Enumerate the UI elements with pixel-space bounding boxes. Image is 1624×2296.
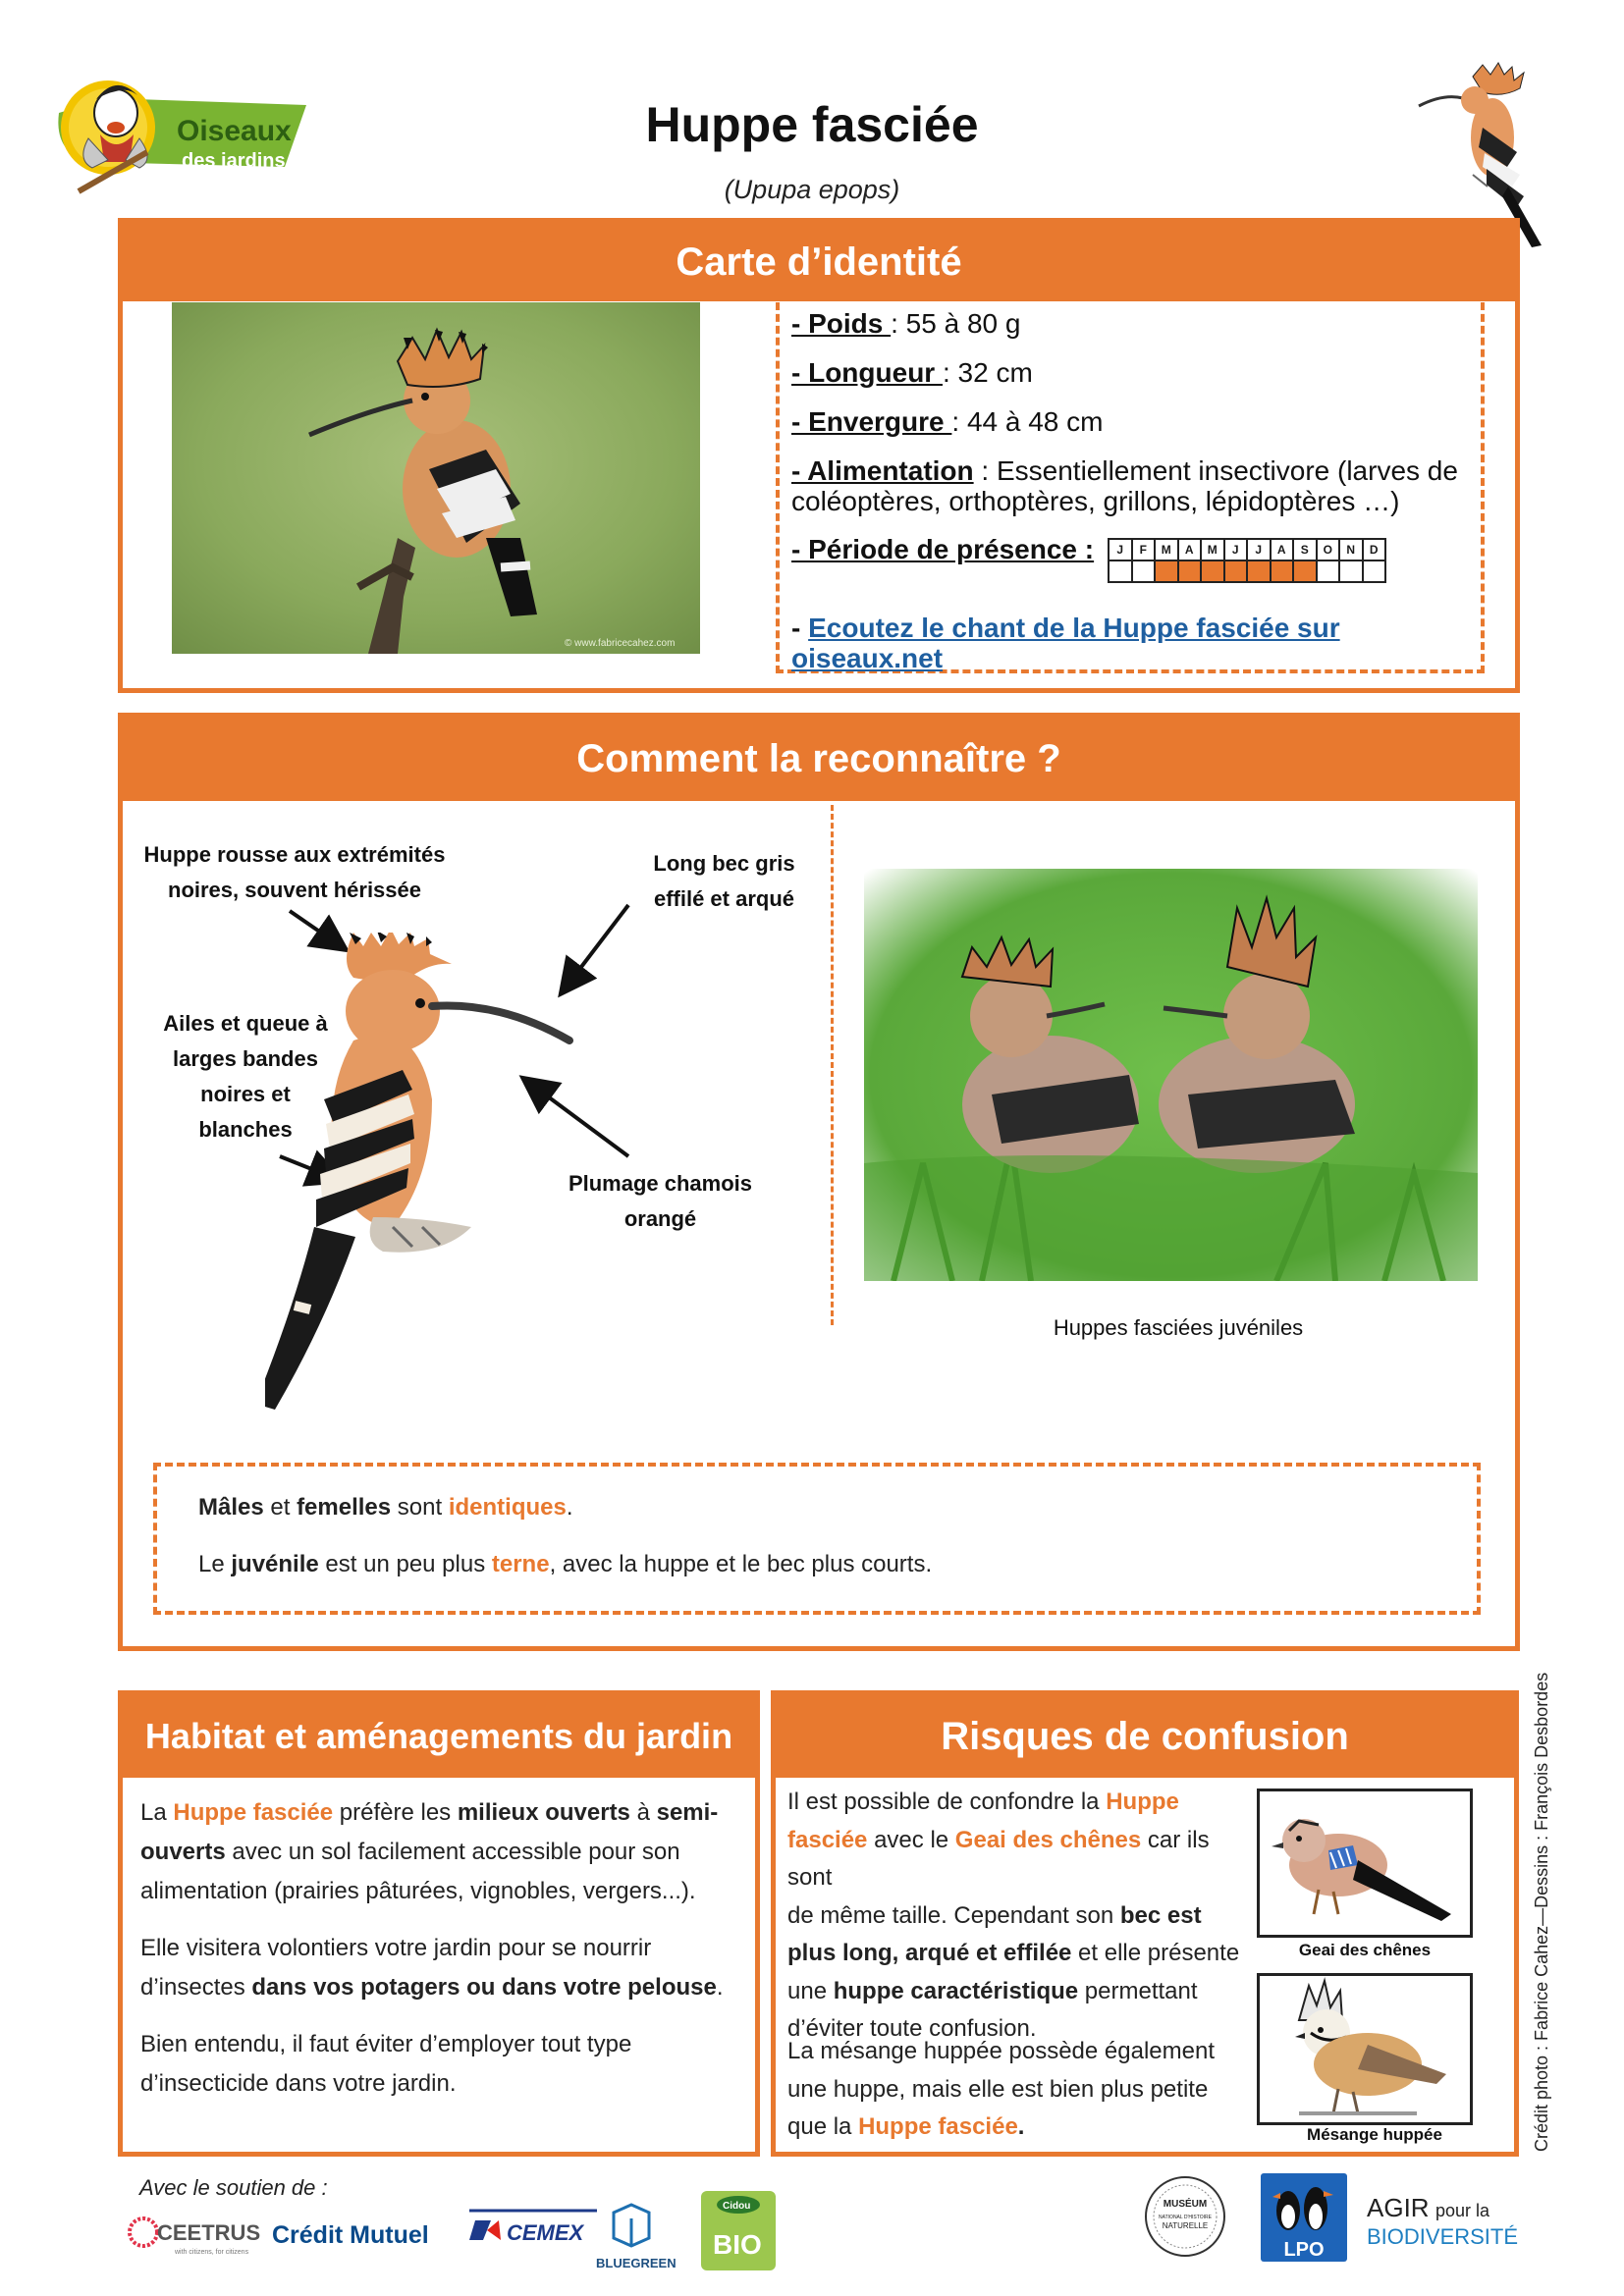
cemex-text: CEMEX <box>507 2220 584 2245</box>
beak-emphasis: plus long, arqué et effilée <box>787 1940 1072 1966</box>
presence-label: - Période de présence : <box>791 534 1095 564</box>
text: et elle présente <box>1071 1940 1240 1966</box>
length-value: : 32 cm <box>942 357 1033 388</box>
sex-line <box>198 1494 573 1522</box>
bluegreen-text: BLUEGREEN <box>596 2256 677 2270</box>
text: permettant <box>1078 1977 1198 2004</box>
juvenile-hoopoes-photo <box>864 869 1478 1281</box>
month-cell: M <box>1201 539 1224 561</box>
credit-mutuel-logo <box>270 2214 466 2253</box>
agir-biodiversite-logo <box>1367 2187 1534 2256</box>
month-cell: A <box>1271 539 1294 561</box>
month-cell: J <box>1247 539 1271 561</box>
open-habitat: milieux ouverts <box>457 1799 630 1826</box>
month-cell: O <box>1317 539 1340 561</box>
crested-tit-illustration <box>1257 1973 1473 2125</box>
museum-text-1: MUSÉUM <box>1163 2199 1208 2210</box>
month-cell: D <box>1363 539 1386 561</box>
text: La <box>140 1799 174 1826</box>
photo-credit <box>1528 1672 1557 2152</box>
identity-card-heading: Carte d’identité <box>123 223 1515 301</box>
photo-credit-text: Crédit photo : Fabrice Cahez—Dessins : François Desbordes <box>1532 1672 1551 2152</box>
listen-song-link[interactable]: Ecoutez le chant de la Huppe fasciée sur oiseaux.net <box>791 613 1340 673</box>
ceetrus-text: CEETRUS <box>157 2220 261 2245</box>
semi-open-habitat: semi- <box>656 1799 719 1826</box>
length-label: - Longueur <box>791 357 943 388</box>
confusion-paragraph-1 <box>787 1784 1249 2049</box>
juv-end: , avec la huppe et le bec plus courts. <box>549 1551 933 1577</box>
annotation-wings-line2: larges bandes <box>173 1046 318 1071</box>
identical-word: identiques <box>448 1494 567 1521</box>
support-label: Avec le soutien de : <box>139 2175 328 2200</box>
ceetrus-tagline: with citizens, for citizens <box>175 2249 249 2256</box>
sex-differences-box <box>153 1463 1481 1615</box>
jay-caption: Geai des chênes <box>1298 1941 1432 1959</box>
text: d’insecticide dans votre jardin. <box>140 2070 457 2097</box>
jay-illustration <box>1257 1789 1473 1938</box>
jay-name: Geai des chênes <box>954 1826 1142 1853</box>
habitat-paragraph-2 <box>140 1929 749 2007</box>
month-cell: F <box>1132 539 1156 561</box>
bio-text: BIO <box>713 2229 762 2260</box>
cidou-text: Cidou <box>723 2201 751 2212</box>
annotation-beak-line1: Long bec gris <box>653 851 795 876</box>
text: La mésange huppée possède également <box>787 2038 1215 2064</box>
confusion-paragraph-2 <box>787 2033 1249 2147</box>
identification-heading: Comment la reconnaître ? <box>123 718 1515 801</box>
month-cell: N <box>1339 539 1363 561</box>
text: alimentation (prairies pâturées, vignobles, vergers...). <box>140 1878 696 1904</box>
annotation-crest-line2: noires, souvent hérissée <box>168 878 421 902</box>
diet-value: : Essentiellement insectivore (larves de <box>973 455 1458 486</box>
habitat-heading: Habitat et aménagements du jardin <box>123 1695 755 1778</box>
species-name: Huppe fasciée <box>858 2113 1018 2140</box>
annotation-wings-line3: noires et <box>200 1082 291 1106</box>
juvenile-photo-caption: Huppes fasciées juvéniles <box>1053 1315 1304 1340</box>
text: préfère les <box>333 1799 458 1826</box>
biodiversite-text: BIODIVERSITÉ <box>1367 2224 1519 2249</box>
text: . <box>716 1974 724 2001</box>
juv-mid: est un peu plus <box>318 1551 492 1577</box>
logo-subtitle: des jardins <box>182 150 286 172</box>
text: d’insectes <box>140 1974 252 2001</box>
text: à <box>629 1799 657 1826</box>
text: Bien entendu, il faut éviter d’employer tout type <box>140 2031 632 2057</box>
cemex-logo <box>469 2207 597 2251</box>
confusion-heading: Risques de confusion <box>776 1695 1514 1778</box>
habitat-paragraph-1 <box>140 1793 749 1911</box>
latin-name: (Upupa epops) <box>724 175 900 204</box>
museum-logo <box>1141 2167 1229 2266</box>
wingspan-value: : 44 à 48 cm <box>951 406 1104 437</box>
museum-text-3: NATURELLE <box>1162 2221 1209 2230</box>
text: Il est possible de confondre la <box>787 1789 1107 1815</box>
text: Elle visitera volontiers votre jardin pour se nourrir <box>140 1935 652 1961</box>
diet-value-continued: coléoptères, orthoptères, grillons, lépidoptères …) <box>791 486 1400 516</box>
sex-and: et <box>263 1494 298 1521</box>
juvenile-line <box>198 1551 932 1578</box>
page-title: Huppe fasciée <box>645 97 979 152</box>
agir-text: AGIR <box>1367 2193 1430 2222</box>
weight-value: : 55 à 80 g <box>891 308 1021 339</box>
hoopoe-drawing <box>265 933 648 1423</box>
weight-label: - Poids <box>791 308 892 339</box>
month-cell: J <box>1109 539 1132 561</box>
species-name: Huppe <box>1106 1789 1179 1815</box>
bluegreen-logo <box>594 2199 682 2275</box>
juvenile-word: juvénile <box>231 1551 319 1577</box>
females-word: femelles <box>297 1494 392 1521</box>
museum-text-2: NATIONAL D'HISTOIRE <box>1159 2215 1212 2220</box>
males-word: Mâles <box>198 1494 264 1521</box>
month-cell: A <box>1178 539 1202 561</box>
habitat-paragraph-3 <box>140 2025 749 2104</box>
cidou-bio-logo <box>699 2189 778 2272</box>
text: car ils sont <box>787 1826 1210 1891</box>
text: une <box>787 1977 834 2004</box>
text: avec le <box>867 1826 955 1853</box>
sex-are: sont <box>391 1494 449 1521</box>
annotation-wings-line4: blanches <box>198 1117 293 1142</box>
logo-title: Oiseaux <box>177 115 292 147</box>
semi-open-habitat-end: ouverts <box>140 1839 226 1865</box>
juv-le: Le <box>198 1551 232 1577</box>
credit-mutuel-text: Crédit Mutuel <box>272 2221 429 2249</box>
crest-emphasis: huppe caractéristique <box>833 1977 1079 2004</box>
lpo-text: LPO <box>1283 2239 1325 2261</box>
species-name: fasciée <box>787 1826 868 1853</box>
annotation-beak-line2: effilé et arqué <box>653 886 795 911</box>
annotation-wings-line1: Ailes et queue à <box>163 1011 328 1036</box>
text: que la <box>787 2113 859 2140</box>
sex-end: . <box>566 1494 573 1521</box>
terne-word: terne <box>491 1551 550 1577</box>
text: d’éviter toute confusion. <box>787 2015 1037 2042</box>
month-cell: S <box>1293 539 1317 561</box>
text: avec un sol facilement accessible pour son <box>225 1839 680 1865</box>
photo-credit-watermark: © www.fabricecahez.com <box>565 638 676 649</box>
diet-label: - Alimentation <box>791 455 974 486</box>
garden-locations: dans vos potagers ou dans votre pelouse <box>251 1974 717 2001</box>
species-name: Huppe fasciée <box>173 1799 334 1826</box>
listen-prefix: - <box>791 613 809 643</box>
habitat-section <box>118 1690 760 2157</box>
crested-tit-caption: Mésange huppée <box>1307 2125 1442 2144</box>
wingspan-label: - Envergure <box>791 406 952 437</box>
month-cell: M <box>1155 539 1178 561</box>
text: . <box>1017 2113 1025 2140</box>
ceetrus-logo <box>128 2211 265 2260</box>
annotation-crest-line1: Huppe rousse aux extrémités <box>143 842 446 867</box>
text: une huppe, mais elle est bien plus petite <box>787 2075 1209 2103</box>
agir-pour-la: pour la <box>1435 2201 1490 2220</box>
month-cell: J <box>1224 539 1248 561</box>
annotation-plumage-line1: Plumage chamois <box>568 1171 753 1196</box>
lpo-logo <box>1259 2171 1349 2265</box>
beak-emphasis: bec est <box>1119 1901 1202 1929</box>
text: de même taille. Cependant son <box>787 1901 1120 1929</box>
annotation-plumage-line2: orangé <box>623 1206 697 1231</box>
